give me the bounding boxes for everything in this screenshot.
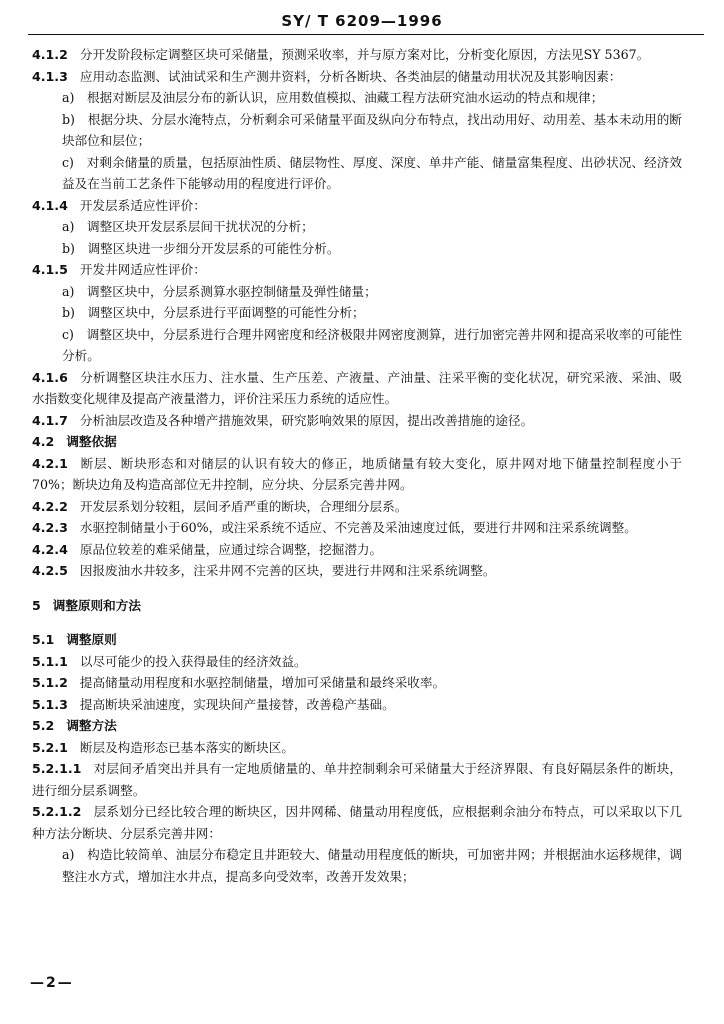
clause-number: 4.1.3 — [32, 68, 68, 84]
clause-text: 水驱控制储量小于60%，或注采系统不适应、不完善及采油速度过低，要进行井网和注采系统调整。 — [79, 520, 637, 535]
item-text: 根据对断层及油层分布的新认识，应用数值模拟、油藏工程方法研究油水运动的特点和规律； — [87, 90, 604, 105]
page-number: —2— — [30, 975, 74, 991]
section-gap — [32, 582, 682, 595]
clause-5-2-1-1 — [32, 758, 682, 801]
item-text: 调整区块中，分层系进行合理井网密度和经济极限井网密度测算，进行加密完善井网和提高采收率的可能性分析。 — [62, 326, 683, 363]
clause-text: 原品位较差的难采储量，应通过综合调整，挖掘潜力。 — [79, 541, 383, 557]
heading-text: 调整原则 — [66, 632, 117, 647]
item-4-1-4-b — [32, 238, 682, 260]
clause-number: 4.1.2 — [32, 47, 68, 62]
item-4-1-3-c — [32, 152, 682, 195]
item-label: a) — [62, 90, 75, 105]
standard-header: SY/ T 6209—1996 — [281, 12, 443, 30]
clause-text: 因报废油水井较多，注采井网不完善的区块，要进行井网和注采系统调整。 — [79, 563, 496, 578]
clause-text: 分析油层改造及各种增产措施效果，研究影响效果的原因，提出改善措施的途径。 — [79, 412, 534, 428]
clause-number: 5.2.1 — [32, 739, 68, 755]
clause-text: 开发层系适应性评价： — [79, 197, 206, 213]
clause-number: 4.2 — [32, 434, 55, 449]
heading-5 — [32, 595, 682, 617]
clause-4-1-6 — [32, 367, 682, 410]
heading-4-2 — [32, 431, 682, 453]
section-number: 5 — [32, 597, 41, 613]
item-label: a) — [62, 283, 75, 299]
item-5-2-1-2-a — [32, 844, 682, 887]
clause-text: 开发层系划分较粗，层间矛盾严重的断块，合理细分层系。 — [79, 498, 408, 514]
item-text: 调整区块进一步细分开发层系的可能性分析。 — [87, 240, 340, 256]
clause-5-1-2 — [32, 672, 682, 694]
item-4-1-5-a — [32, 281, 682, 303]
clause-number: 4.2.5 — [32, 563, 68, 578]
item-label: b) — [62, 240, 75, 256]
item-4-1-4-a — [32, 216, 682, 238]
clause-text: 应用动态监测、试油试采和生产测井资料，分析各断块、各类油层的储量动用状况及其影响因素： — [79, 68, 622, 84]
clause-text: 断层、断块形态和对储层的认识有较大的修正，地质储量有较大变化，原井网对地下储量控制程度小于70%；断块边角及构造高部位无井控制，应分块、分层系完善井网。 — [32, 455, 682, 492]
clause-number: 5.2.1.1 — [32, 761, 82, 776]
clause-number: 4.2.3 — [32, 520, 68, 535]
clause-number: 5.2 — [32, 718, 55, 733]
item-4-1-5-b — [32, 302, 682, 324]
item-4-1-3-a — [32, 87, 682, 109]
clause-text: 提高断块采油速度，实现块间产量接替，改善稳产基础。 — [79, 696, 395, 712]
item-4-1-3-b — [32, 109, 682, 152]
clause-4-1-7 — [32, 410, 682, 432]
clause-5-1-3 — [32, 694, 682, 716]
item-label: b) — [62, 305, 75, 320]
clause-number: 4.2.4 — [32, 541, 68, 557]
header-rule — [28, 34, 704, 35]
clause-number: 5.1.3 — [32, 696, 68, 712]
item-label: b) — [62, 111, 75, 127]
clause-number: 4.2.1 — [32, 455, 68, 471]
clause-4-1-4 — [32, 195, 682, 217]
clause-text: 分析调整区块注水压力、注水量、生产压差、产液量、产油量、注采平衡的变化状况，研究采液、采油、吸水指数变化规律及提高产液量潜力，评价注采压力系统的适应性。 — [32, 369, 682, 406]
clause-5-1-1 — [32, 651, 682, 673]
clause-text: 提高储量动用程度和水驱控制储量，增加可采储量和最终采收率。 — [79, 675, 446, 690]
clause-text: 开发井网适应性评价： — [79, 262, 206, 277]
item-label: a) — [62, 847, 75, 862]
heading-5-1 — [32, 629, 682, 651]
clause-number: 5.1 — [32, 632, 55, 647]
clause-4-2-4 — [32, 539, 682, 561]
clause-number: 5.1.1 — [32, 653, 68, 669]
clause-number: 5.1.2 — [32, 675, 68, 690]
clause-number: 4.2.2 — [32, 498, 68, 514]
clause-number: 4.1.5 — [32, 262, 68, 277]
heading-5-2 — [32, 715, 682, 737]
clause-number: 4.1.7 — [32, 412, 68, 428]
clause-number: 4.1.4 — [32, 197, 68, 213]
item-label: c) — [62, 154, 74, 170]
item-text: 调整区块中，分层系进行平面调整的可能性分析； — [87, 305, 365, 320]
item-text: 调整区块开发层系层间干扰状况的分析； — [87, 219, 314, 234]
clause-number: 4.1.6 — [32, 369, 68, 385]
item-text: 根据分块、分层水淹特点，分析剩余可采储量平面及纵向分布特点，找出动用好、动用差、基本未动用的断块部位和层位； — [62, 111, 683, 148]
clause-5-2-1-2 — [32, 801, 682, 844]
item-text: 调整区块中，分层系测算水驱控制储量及弹性储量； — [87, 283, 377, 299]
document-body — [32, 44, 682, 887]
item-text: 构造比较简单、油层分布稳定且井距较大、储量动用程度低的断块，可加密井网；并根据油水运移规律，调整注水方式，增加注水井点，提高多向受效率，改善开发效果； — [62, 847, 683, 884]
clause-text: 层系划分已经比较合理的断块区，因井网稀、储量动用程度低，应根据剩余油分布特点，可以采取以下几种方法分断块、分层系完善井网： — [32, 804, 682, 841]
clause-text: 以尽可能少的投入获得最佳的经济效益。 — [79, 653, 307, 669]
clause-4-2-1 — [32, 453, 682, 496]
clause-text: 断层及构造形态已基本落实的断块区。 — [79, 739, 294, 755]
clause-4-2-3 — [32, 517, 682, 539]
clause-text: 分开发阶段标定调整区块可采储量，预测采收率，并与原方案对比，分析变化原因，方法见SY 5367。 — [79, 47, 650, 62]
clause-4-1-3 — [32, 66, 682, 88]
heading-text: 调整方法 — [66, 718, 117, 733]
clause-4-1-2 — [32, 44, 682, 66]
clause-4-1-5 — [32, 259, 682, 281]
heading-text: 调整依据 — [66, 434, 117, 449]
item-label: a) — [62, 219, 75, 234]
item-4-1-5-c — [32, 324, 682, 367]
item-label: c) — [62, 326, 74, 342]
heading-text: 调整原则和方法 — [52, 597, 141, 613]
item-text: 对剩余储量的质量，包括原油性质、储层物性、厚度、深度、单井产能、储量富集程度、出砂状况、经济效益及在当前工艺条件下能够动用的程度进行评价。 — [62, 154, 683, 191]
clause-4-2-2 — [32, 496, 682, 518]
section-gap — [32, 616, 682, 629]
clause-5-2-1 — [32, 737, 682, 759]
clause-text: 对层间矛盾突出并具有一定地质储量的、单井控制剩余可采储量大于经济界限、有良好隔层条件的断块，进行细分层系调整。 — [32, 761, 682, 798]
clause-4-2-5 — [32, 560, 682, 582]
clause-number: 5.2.1.2 — [32, 804, 82, 819]
